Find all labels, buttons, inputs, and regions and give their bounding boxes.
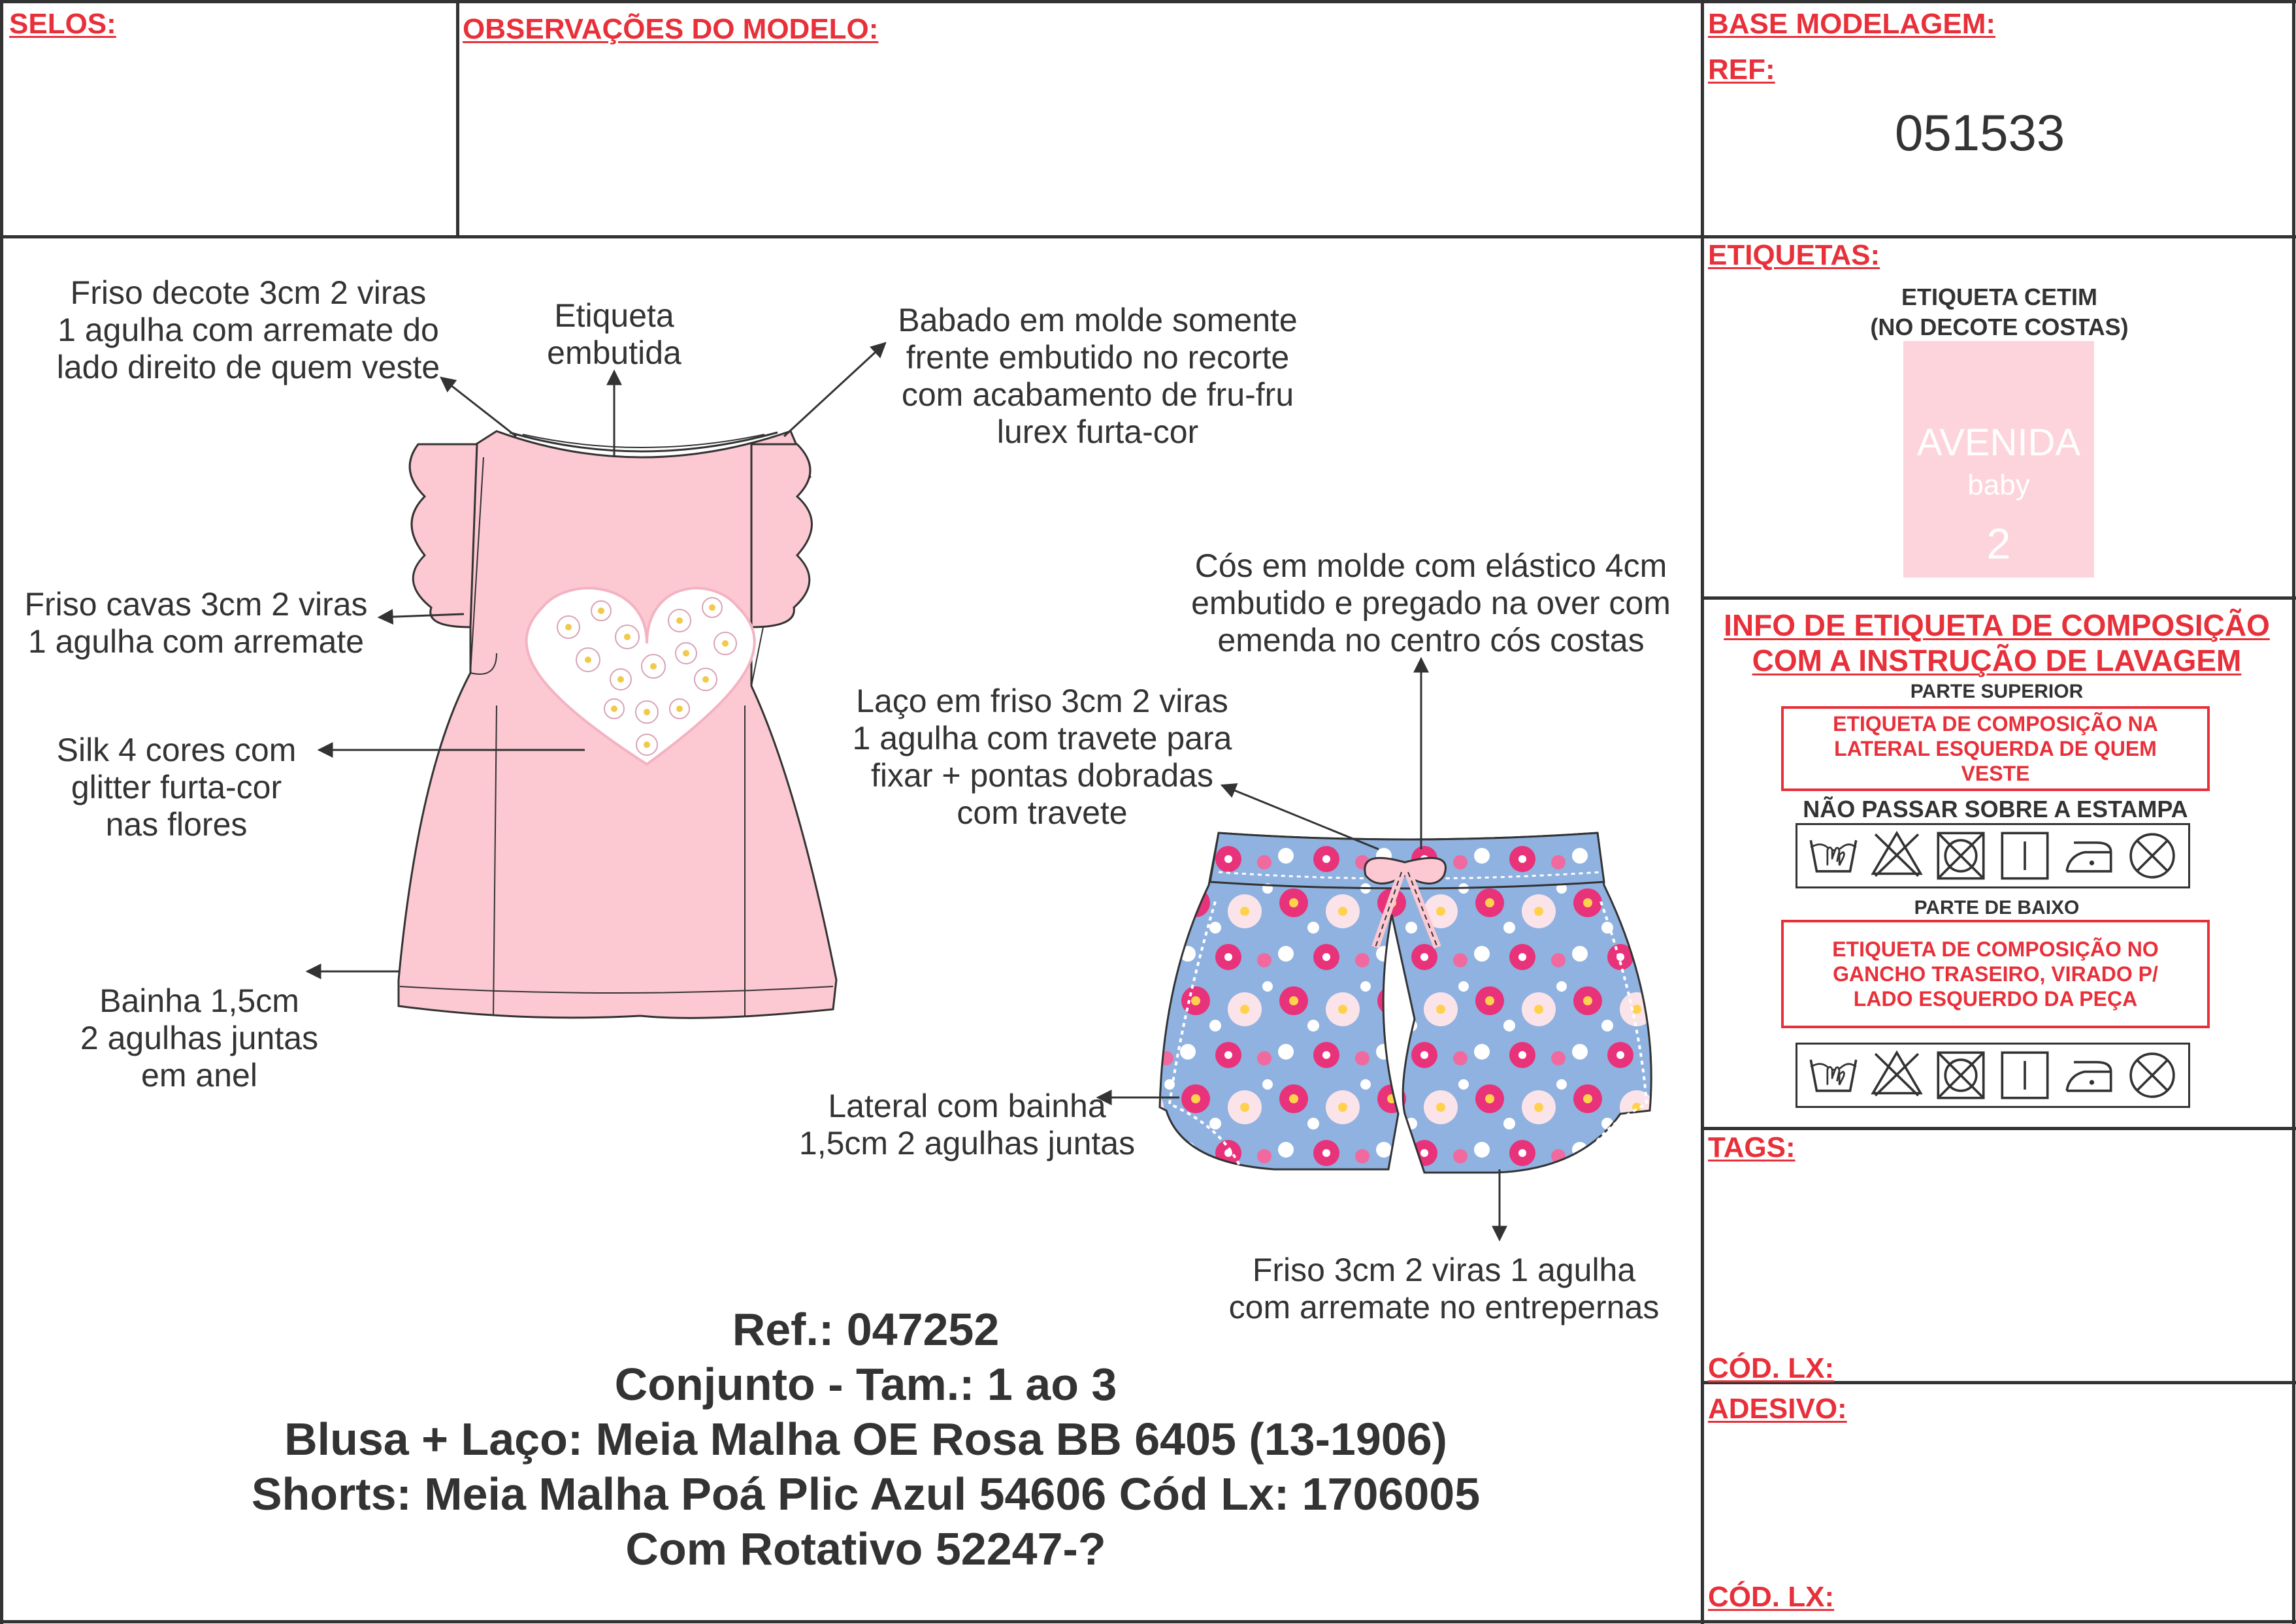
ref-label: REF:: [1708, 54, 1775, 86]
callout-babado: Babado em molde somente frente embutido no recorte com acabamento de fru-fru lurex furta-cor: [898, 302, 1298, 450]
callout-laco: Laço em friso 3cm 2 viras 1 agulha com travete para fixar + pontas dobradas com travete: [852, 683, 1232, 831]
etiquetas-label: ETIQUETAS:: [1708, 239, 1880, 271]
lower-care-icons: [1796, 1043, 2190, 1108]
tags-label: TAGS:: [1708, 1131, 1796, 1163]
satin-sub: baby: [1967, 469, 2030, 501]
observacoes-label: OBSERVAÇÕES DO MODELO:: [463, 13, 879, 45]
composition-title: INFO DE ETIQUETA DE COMPOSIÇÃO COM A INSTRUÇÃO DE LAVAGEM: [1724, 608, 2270, 677]
no-dry-clean-icon: [2122, 828, 2182, 883]
upper-care-icons: [1796, 823, 2190, 888]
lower-composition-box: ETIQUETA DE COMPOSIÇÃO NO GANCHO TRASEIRO, VIRADO P/ LADO ESQUERDO DA PEÇA: [1781, 920, 2210, 1028]
no-tumble-dry-icon: [1931, 1048, 1991, 1103]
base-modelagem-label: BASE MODELAGEM:: [1708, 8, 1995, 40]
no-tumble-dry-icon: [1931, 828, 1991, 883]
satin-label-title: ETIQUETA CETIM (NO DECOTE COSTAS): [1870, 284, 2129, 340]
line-dry-icon: [1995, 828, 2055, 883]
callout-silk: Silk 4 cores com glitter furta-cor nas flores: [56, 732, 297, 843]
satin-label: [1903, 341, 2094, 577]
product-description: Ref.: 047252 Conjunto - Tam.: 1 ao 3 Blusa + Laço: Meia Malha OE Rosa BB 6405 (13-1906) Shorts: Meia Malha Poá Plic Azul 54606 Cód Lx: 1706005 Com Rotativo 52247-?: [251, 1304, 1481, 1574]
cod-lx-label: CÓD. LX:: [1708, 1352, 1835, 1384]
callout-cos: Cós em molde com elástico 4cm embutido e pregado na over com emenda no centro cós costas: [1191, 547, 1671, 658]
shorts-drawing: [1160, 833, 1651, 1173]
callout-bainha: Bainha 1,5cm 2 agulhas juntas em anel: [80, 983, 319, 1094]
upper-composition-box: ETIQUETA DE COMPOSIÇÃO NA LATERAL ESQUERDA DE QUEM VESTE: [1781, 706, 2210, 791]
callout-etiqueta-embutida: Etiqueta embutida: [547, 297, 681, 371]
no-dry-clean-icon: [2122, 1048, 2182, 1103]
no-bleach-icon: [1867, 828, 1927, 883]
adesivo-label: ADESIVO:: [1708, 1393, 1847, 1425]
iron-low-icon: [2058, 828, 2118, 883]
upper-part-label: PARTE SUPERIOR: [1910, 681, 2084, 702]
satin-size: 2: [1986, 519, 2011, 568]
no-iron-print-label: NÃO PASSAR SOBRE A ESTAMPA: [1803, 796, 2188, 822]
hand-wash-icon: [1803, 828, 1863, 883]
line-dry-icon: [1995, 1048, 2055, 1103]
callout-friso-cavas: Friso cavas 3cm 2 viras 1 agulha com arremate: [24, 586, 368, 660]
blouse-drawing: [399, 431, 836, 1018]
selos-label: SELOS:: [9, 8, 116, 40]
ref-value: 051533: [1895, 104, 2065, 161]
callout-lateral: Lateral com bainha 1,5cm 2 agulhas juntas: [798, 1088, 1136, 1161]
cod-lx-label-2: CÓD. LX:: [1708, 1581, 1835, 1613]
satin-brand: AVENIDA: [1916, 421, 2081, 464]
callout-friso-decote: Friso decote 3cm 2 viras 1 agulha com arremate do lado direito de quem veste: [56, 274, 440, 385]
hand-wash-icon: [1803, 1048, 1863, 1103]
lower-part-label: PARTE DE BAIXO: [1914, 897, 2080, 918]
iron-low-icon: [2058, 1048, 2118, 1103]
no-bleach-icon: [1867, 1048, 1927, 1103]
callout-friso-entrepernas: Friso 3cm 2 viras 1 agulha com arremate no entrepernas: [1228, 1252, 1660, 1325]
